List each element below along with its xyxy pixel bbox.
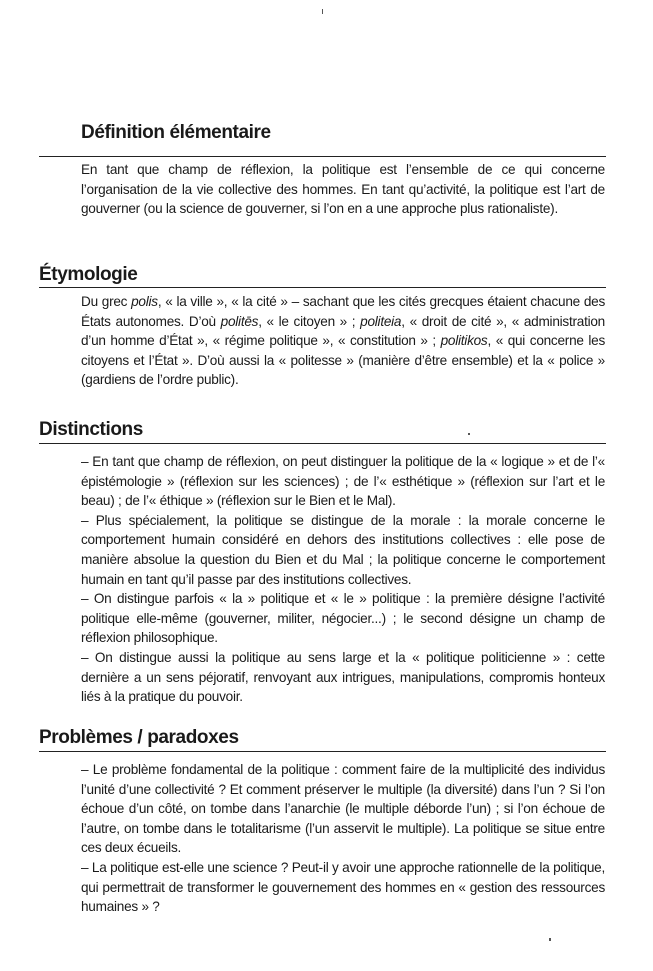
section-rule-distinctions xyxy=(39,443,606,444)
paragraph: – La politique est-elle une science ? Peut-il y avoir une approche rationnelle de la politique, qui permettrait de transformer le gouvernement des hommes en « gestion des ressources humaines » ? xyxy=(81,859,605,915)
greek-term: politikos xyxy=(440,333,488,349)
section-body-problems xyxy=(81,760,605,917)
greek-term: polis xyxy=(131,294,158,309)
section-rule-definition xyxy=(39,156,606,157)
greek-term: politeia xyxy=(360,313,402,329)
paragraph: – Le problème fondamental de la politique : comment faire de la multiplicité des individus l’unité d’une collectivité ? Et comment préserver le multiple (la diversité) dans l’un ? Si l’on échoue d’un côté, on tombe dans l’anarchie (le multiple déborde l’un) ; si l’on échoue de l’autre, on tombe dans le totalitarisme (l’un asservit le multiple). La politique se situe entre ces deux écueils. xyxy=(81,762,605,856)
section-rule-problems xyxy=(39,751,606,752)
scan-mark-bottom xyxy=(549,938,551,941)
paragraph xyxy=(81,292,605,390)
text-run: Du grec xyxy=(81,294,132,309)
scan-mark-middle xyxy=(468,433,470,435)
scan-mark-top xyxy=(322,9,323,14)
paragraph: – On distingue aussi la politique au sens large et la « politique politicienne » : cette dernière a un sens péjoratif, renvoyant aux intrigues, manipulations, compromis honteux liés à la pratique du pouvoir. xyxy=(81,649,605,705)
paragraph: En tant que champ de réflexion, la politique est l’ensemble de ce qui concerne l’organisation de la vie collective des hommes. En tant qu’activité, la politique est l’art de gouverner (ou la science de gouverner, si l’on en a une approche plus rationaliste). xyxy=(81,162,605,217)
section-title-problems: Problèmes / paradoxes xyxy=(39,727,239,748)
paragraph: – On distingue parfois « la » politique et « le » politique : la première désigne l’activité politique elle-même (gouverner, militer, négocier...) ; le second désigne un champ de réflexion philosophique. xyxy=(81,591,605,646)
greek-term: politēs xyxy=(220,313,259,329)
paragraph: – Plus spécialement, la politique se distingue de la morale : la morale concerne le comportement humain considéré en dehors des institutions collectives : elle pose de manière absolue la question du Bien et du Mal ; la politique concerne le comportement humain en tant qu’il passe par des institutions collectives. xyxy=(81,512,605,587)
section-body-definition xyxy=(81,160,605,219)
section-title-etymology: Étymologie xyxy=(39,264,138,285)
section-title-definition: Définition élémentaire xyxy=(81,122,271,143)
text-run: , « la ville », « la cité » – sachant que les cités grecques étaient chacune des États autonomes. D’où xyxy=(81,294,605,329)
section-body-etymology xyxy=(81,292,605,390)
paragraph: – En tant que champ de réflexion, on peut distinguer la politique de la « logique » et de l’« épistémologie » (réflexion sur les sciences) ; de l’« esthétique » (réflexion sur l’art et le beau) ; de l’« éthique » (réflexion sur le Bien et le Mal). xyxy=(81,454,605,509)
text-run: , « qui concerne les citoyens et l’État ». D’où aussi la « politesse » (manière d’être ensemble) et la « police » (gardiens de l’ordre public). xyxy=(81,333,606,388)
section-title-distinctions: Distinctions xyxy=(39,419,143,440)
section-body-distinctions xyxy=(81,452,605,707)
text-run: , « le citoyen » ; xyxy=(258,313,361,329)
section-rule-etymology xyxy=(39,287,606,288)
text-run: , « droit de cité », « administration d’un homme d’État », « régime politique », « constitution » ; xyxy=(81,313,605,349)
